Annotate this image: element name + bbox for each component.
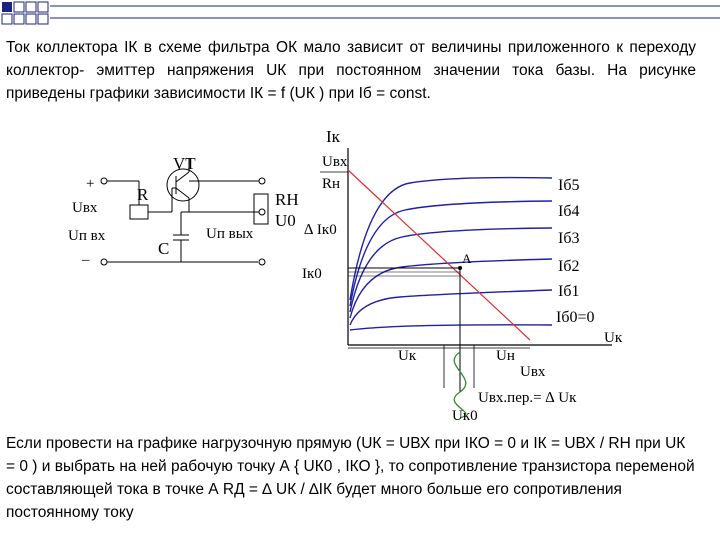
resistor-r bbox=[130, 205, 148, 219]
u0-label: U0 bbox=[275, 211, 296, 230]
uvx-label: Uвх bbox=[520, 364, 546, 380]
curve-ib4 bbox=[350, 201, 552, 306]
input-plus-terminal bbox=[101, 178, 107, 184]
curve-label-ib2: Iб2 bbox=[558, 258, 580, 275]
load-line bbox=[348, 170, 530, 340]
delta-ik0-label: ∆ Iк0 bbox=[304, 222, 337, 238]
load-label: RН bbox=[275, 190, 299, 209]
curve-label-ib3: Iб3 bbox=[558, 230, 580, 247]
transistor-label: VT bbox=[173, 154, 196, 173]
uk0-label: Uк0 bbox=[452, 408, 478, 424]
operating-point-a bbox=[458, 266, 462, 270]
uvx-rn-top: Uвх bbox=[322, 154, 348, 170]
curve-label-ib1: Iб1 bbox=[558, 283, 580, 300]
curve-ib1 bbox=[350, 290, 552, 325]
ik0-hatch bbox=[348, 272, 460, 276]
output-mid-terminal bbox=[259, 209, 265, 215]
u-in-alt-label: Uп вх bbox=[68, 228, 106, 244]
uk-label: Uк bbox=[398, 348, 417, 364]
curve-label-ib5: Iб5 bbox=[558, 177, 580, 194]
curve-ib5 bbox=[350, 178, 552, 300]
plus-sign: + bbox=[86, 176, 95, 192]
capacitor-label: C bbox=[158, 239, 170, 258]
minus-sign: – bbox=[82, 252, 90, 268]
ik0-label: Iк0 bbox=[302, 266, 322, 282]
intro-paragraph: Ток коллектора IК в схеме фильтра ОК мало зависит от величины приложенного к переходу коллектор- эмиттер напряжения UК при постоянном значении тока базы. На рисунке приведены графики зависимости IК = f (UК ) при Iб = const. bbox=[6, 39, 696, 102]
curve-ib0 bbox=[350, 325, 552, 330]
uk-axis-label: Uк bbox=[604, 330, 623, 346]
u-out-label: Uп вых bbox=[206, 226, 254, 242]
uvx-per-label: Uвх.пер.= ∆ Uк bbox=[478, 390, 577, 406]
output-top-terminal bbox=[259, 178, 265, 184]
un-label: Uн bbox=[496, 348, 515, 364]
curve-label-ib4: Iб4 bbox=[558, 203, 580, 220]
ik-axis-label: Iк bbox=[326, 127, 340, 146]
uvx-rn-bottom: Rн bbox=[322, 176, 341, 192]
curve-label-ib0: Iб0=0 bbox=[556, 309, 595, 326]
point-a-label: A bbox=[462, 251, 472, 266]
circuit-labels bbox=[68, 154, 337, 268]
resistor-label: R bbox=[137, 185, 149, 204]
u-in-label: Uвх bbox=[72, 200, 98, 216]
curve-ib3 bbox=[350, 228, 552, 312]
input-minus-terminal bbox=[101, 259, 107, 265]
conclusion-paragraph: Если провести на графике нагрузочную прямую (UК = UВХ при IКО = 0 и IК = UВХ / RН при UК = 0 ) и выбрать на ней рабочую точку А { UК0 , IКО }, то сопротивление транзистора переменой составляющей тока в точке А RД = ∆ UК / ∆IК будет много больше его сопротивления постоянному току bbox=[6, 435, 695, 521]
circuit-diagram bbox=[101, 158, 268, 265]
output-bottom-terminal bbox=[259, 259, 265, 265]
